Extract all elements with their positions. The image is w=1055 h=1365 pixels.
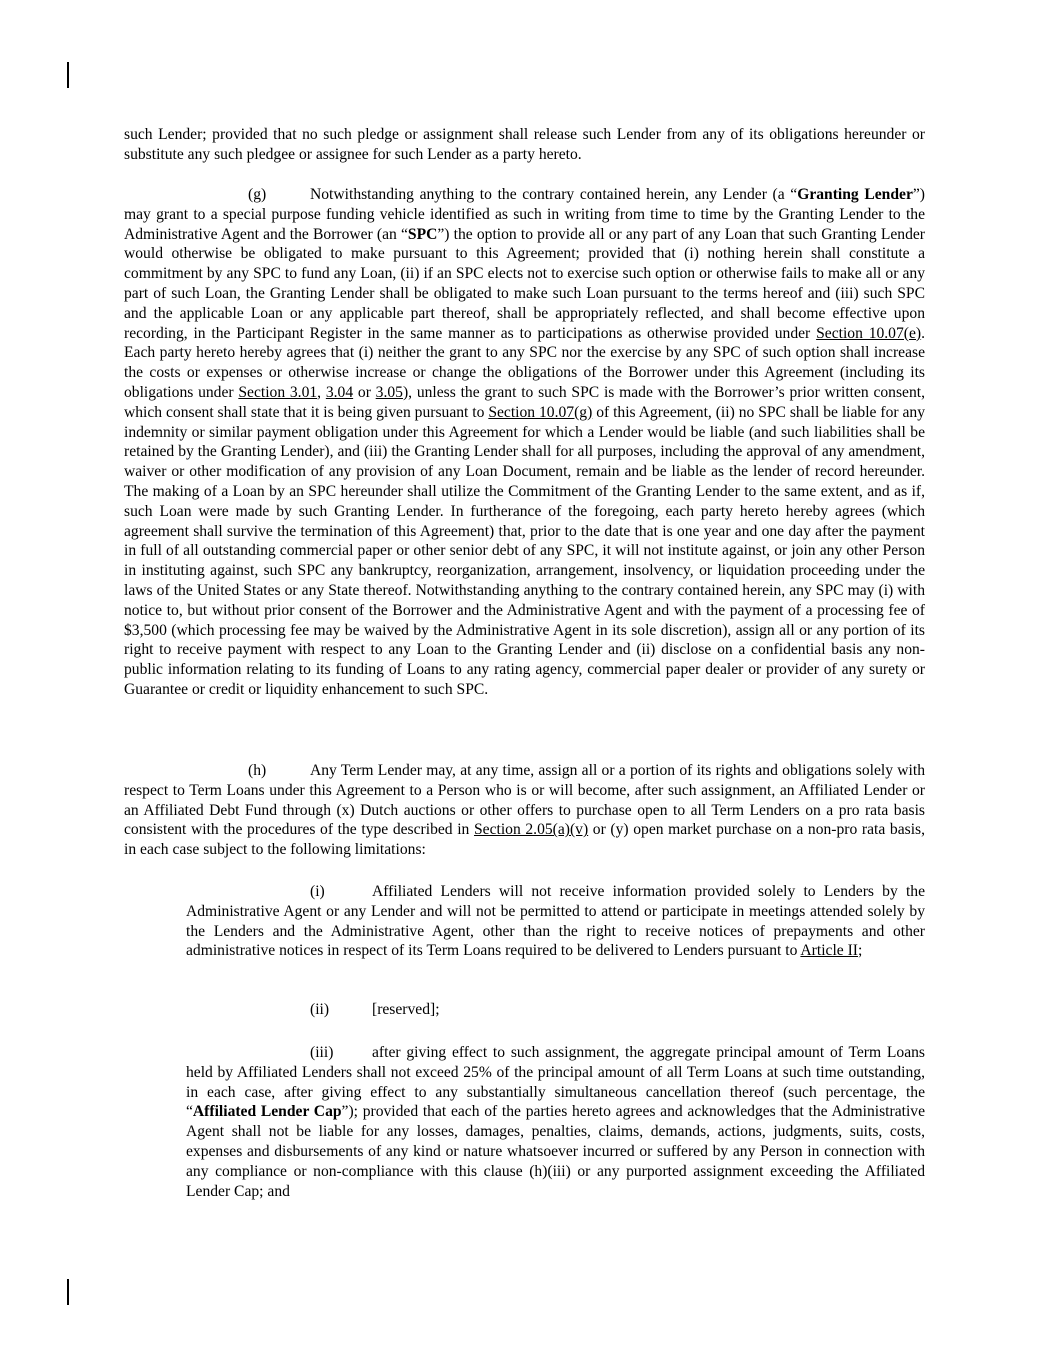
margin-change-bar-bottom bbox=[67, 1279, 69, 1305]
cross-reference: Section 3.01 bbox=[238, 383, 318, 401]
paragraph-continuation: such Lender; provided that no such pledge or assignment shall release such Lender from any of its obligations hereunder or substitute any such pledgee or assignee for such Lender as a party hereto. bbox=[124, 126, 925, 163]
defined-term-spc: SPC bbox=[407, 225, 438, 243]
paragraph-h: (h) Any Term Lender may, at any time, assign all or a portion of its rights and obligations solely with respect to Term Loans under this Agreement to a Person who is or will become, after such assignment, an Affiliated Lender or an Affiliated Debt Fund through (x) Dutch auctions or other offers to purchase open to all Term Lenders on a pro rata basis consistent with the procedures of the type described in Section 2.05(a)(v) or (y) open market purchase on a non-pro rata basis, in each case subject to the following limitations: bbox=[124, 762, 925, 859]
paragraph-h-i: (i) Affiliated Lenders will not receive information provided solely to Lenders by the Administrative Agent or any Lender and will not be permitted to attend or participate in meetings attended solely by the Lenders and the Administrative Agent, other than the right to receive notices of prepayments and other administrative notices in respect of its Term Loans required to be delivered to Lenders pursuant to Article II; bbox=[186, 883, 925, 960]
paragraph-h-ii: (ii) [reserved]; bbox=[310, 1001, 440, 1018]
cross-reference: Section 10.07(g) bbox=[488, 403, 593, 421]
paragraph-g: (g) Notwithstanding anything to the contrary contained herein, any Lender (a “Granting Lender”) may grant to a special purpose funding vehicle identified as such in writing from time to time by the Granting Lender to the Administrative Agent and the Borrower (an “SPC”) the option to provide all or any part of any Loan that such Granting Lender would otherwise be obligated to make pursuant to this Agreement; provided that (i) nothing herein shall constitute a commitment by any SPC to fund any Loan, (ii) if an SPC elects not to exercise such option or otherwise fails to make all or any part of such Loan, the Granting Lender shall be obligated to make such Loan pursuant to the terms hereof and (iii) such SPC and the applicable Loan or any applicable part thereof, shall be appropriately reflected, and shall become effective upon recording, in the Participant Register in the same manner as to participations as otherwise provided under Section 10.07(e). Each party hereto hereby agrees that (i) neither the grant to any SPC nor the exercise by any SPC of such option shall increase the costs or expenses or otherwise increase or change the obligations of the Borrower under this Agreement (including its obligations under Section 3.01, 3.04 or 3.05), unless the grant to such SPC is made with the Borrower’s prior written consent, which consent shall state that it is being given pursuant to Section 10.07(g) of this Agreement, (ii) no SPC shall be liable for any indemnity or similar payment obligation under this Agreement for which a Lender would be liable (and such liabilities shall be retained by the Granting Lender), and (iii) the Granting Lender shall for all purposes, including the approval of any amendment, waiver or other modification of any provision of any Loan Document, remain and be liable as the lender of record hereunder. The making of a Loan by an SPC hereunder shall utilize the Commitment of the Granting Lender to the same extent, and as if, such Loan were made by such Granting Lender. In furtherance of the foregoing, each party hereto hereby agrees (which agreement shall survive the termination of this Agreement) that, prior to the date that is one year and one day after the payment in full of all outstanding commercial paper or other senior debt of any SPC, it will not institute against, or join any other Person in instituting against, such SPC any bankruptcy, reorganization, arrangement, insolvency, or liquidation proceeding under the laws of the United States or any State thereof. Notwithstanding anything to the contrary contained herein, any SPC may (i) with notice to, but without prior consent of the Borrower and the Administrative Agent and with the payment of a processing fee of $3,500 (which processing fee may be waived by the Administrative Agent in its sole discretion), assign all or any portion of its right to receive payment with respect to any Loan to the Granting Lender and (ii) disclose on a confidential basis any non-public information relating to its funding of Loans to any rating agency, commercial paper dealer or provider of any surety or Guarantee or credit or liquidity enhancement to such SPC. bbox=[124, 186, 925, 698]
cross-reference: 3.04 bbox=[325, 383, 354, 401]
paragraph-ii-label: (ii) bbox=[310, 1001, 330, 1018]
margin-change-bar-top bbox=[67, 62, 69, 88]
cross-reference: Article II bbox=[800, 942, 858, 960]
cross-reference: 3.05 bbox=[375, 383, 403, 401]
cross-reference: Section 2.05(a)(v) bbox=[473, 821, 589, 839]
paragraph-h-iii: (iii) after giving effect to such assignment, the aggregate principal amount of Term Loans held by Affiliated Lenders shall not exceed 25% of the principal amount of all Term Loans at such time outstanding, in each case, after giving effect to any substantially simultaneous cancellation thereof (such percentage, the “Affiliated Lender Cap”); provided that each of the parties hereto agrees and acknowledges that the Administrative Agent shall not be liable for any losses, damages, penalties, claims, demands, actions, judgments, suits, costs, expenses and disbursements of any kind or nature whatsoever incurred or suffered by any Person in connection with any compliance or non-compliance with this clause (h)(iii) or any purported assignment exceeding the Affiliated Lender Cap; and bbox=[186, 1044, 926, 1200]
paragraph-h-label: (h) bbox=[248, 762, 267, 779]
paragraph-i-label: (i) bbox=[310, 883, 325, 900]
paragraph-g-label: (g) bbox=[248, 186, 267, 203]
defined-term-granting-lender: Granting Lender bbox=[797, 186, 913, 203]
paragraph-iii-label: (iii) bbox=[310, 1044, 334, 1061]
cross-reference: Section 10.07(e) bbox=[816, 324, 922, 342]
defined-term-affiliated-lender-cap: Affiliated Lender Cap bbox=[192, 1103, 342, 1121]
